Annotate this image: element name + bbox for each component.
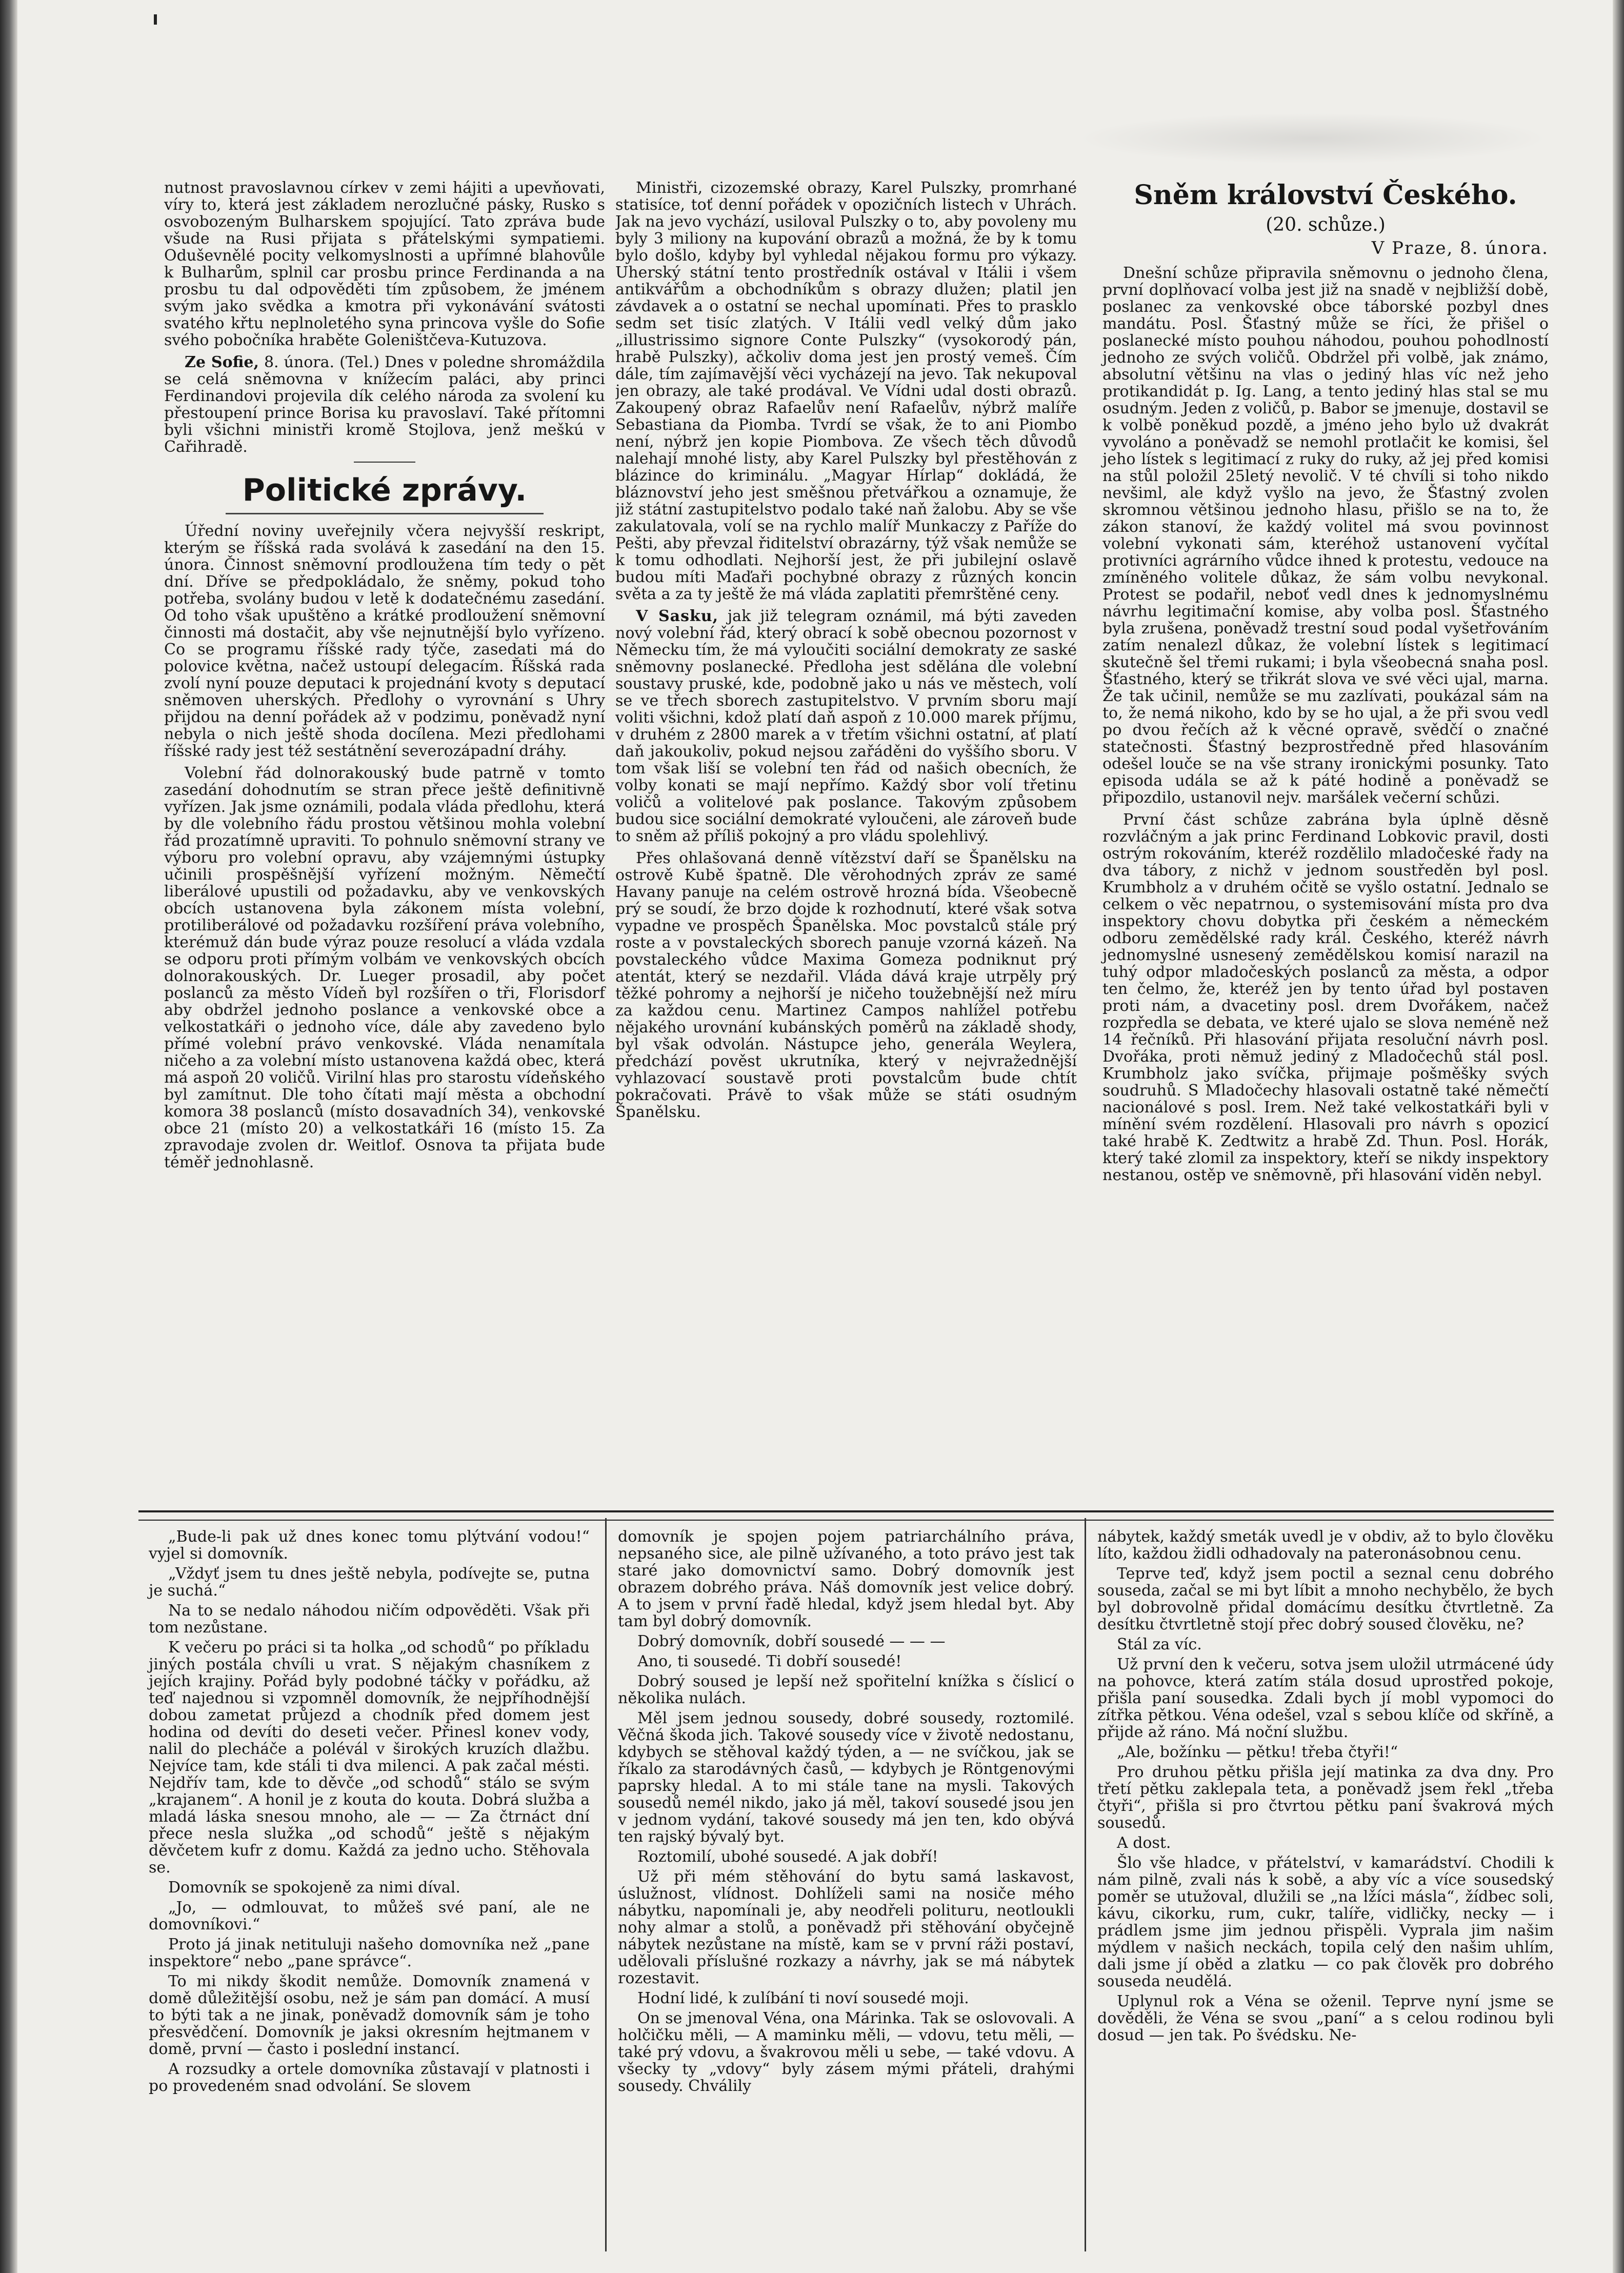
article-snem-inspektori: První část schůze zabrána byla úplně děsně rozvláčným a jak princ Ferdinand Lobkovic pravil, dosti ostrým rokováním, kteréž rozdělilo mladočeské řady na dva tábory, z nichž v jednom soustředěn byl posl. Krumbholz a v druhém očitě se vyšlo ostatní. Jednalo se celkem o věc nepatrnou, o systemisování místa pro dva inspektory chovu dobytka při českém a německém odboru zemědělské rady král. Českého, kteréž návrh jednomyslné usnesený zemědělskou komisí narazil na tuhý odpor mladočeských poslanců za města, a odpor ten čelmo, že, kteréž jen by tento úřad byl postaven proti nám, a dvacetiny posl. drem Dvořákem, načež rozpředla se debata, ve které ujalo se slova neméně než 14 řečníků. Při hlasování přijata resoluční návrh posl. Dvořáka, proti němuž jediný z Mladočechů stál posl. Krumbholz jako svíčka, přijmaje pošměšky svých soudruhů. S Mladočechy hlasovali ostatně také němečtí nacionálové s posl. Irem. Než také velkostatkáři byli v mínění svém rozdělení. Hlasovali pro návrh s opozicí také hrabě K. Zedtwitz a hrabě Zd. Thun. Posl. Horák, který také zlomil za inspektory, kteří se nikdy inspektory nestanou, ostěp ve sněmovně, při hlasování viděn nebyl. xyxy=(1102,811,1549,1184)
feuilleton-paragraph: Ano, ti sousedé. Ti dobří sousedé! xyxy=(637,1652,902,1670)
article-russia-continuation: nutnost pravoslavnou církev v zemi hájiti a upevňovati, víry to, která jest základem nerozlučné pásky, Rusko s osvobozeným Bulharskem spojující. Tato zpráva bude všude na Rusi přijata s přátelskými sympatiemi. Oduševnělé pocity velkomyslnosti a upřímné blahovůle k Bulharům, splnil car prosbu prince Ferdinanda a na prosbu tu dal odpověděti tím způsobem, že jménem svým jako svědka a kmotra při vykonávání svátosti svatého křtu neplnoletého syna princova vyšle do Sofie svého pobočníka hraběte Goleništčeva-Kutuzova. xyxy=(164,179,605,349)
feuilleton-paragraph: Roztomilí, ubohé sousedé. A jak dobří! xyxy=(637,1848,938,1866)
separator-rule xyxy=(354,462,415,463)
feuilleton-paragraph: To mi nikdy škodit nemůže. Domovník znamená v domě důležitější osobu, než je sám pan domácí. A musí to býti tak a ne jinak, poněvadž domovník sám je toho přesvědčení. Domovník je jaksi okresním hejtmanem v domě, první — často i poslední instancí. xyxy=(149,1972,590,2058)
feuilleton-separator xyxy=(138,1510,1554,1521)
feuilleton-paragraph: Na to se nedalo náhodou ničím odpověděti. Však při tom nezůstane. xyxy=(149,1602,590,1637)
heading-underline xyxy=(226,513,544,514)
article-snem-stastny: Dnešní schůze připravila sněmovnu o jednoho člena, první doplňovací volba jest již na snadě v nejbližší době, poslanec za venkovské obce táborské pozbyl dnes mandátu. Posl. Šťastný může se říci, že přišel o poslanecké místo pouhou náhodou, pouhou pohodlností jednoho ze svých voličů. Obdržel při volbě, jak známo, absolutní většinu na vlas o jediný hlas víc než jeho protikandidát p. Ig. Lang, a tento jediný hlas stal se mu osudným. Jeden z voličů, p. Babor se jmenuje, dostavil se k volbě poněkud pozdě, a jméno jeho bylo už dvakrát vyvoláno a poněvadž se nemohl protlačit ke komisi, šel jeho lístek s legitimací z ruky do ruky, až jej před komisi na stůl položil 25letý nevolič. V té chvíli si toho nikdo nevšiml, ale když vyšlo na jevo, že Šťastný zvolen skromnou většinou jednoho hlasu, přišlo se na to, že zákon stanoví, že každý volitel má svou povinnost volební vykonati sám, kteréhož ustanovení vyčítal protivníci agrárního vůdce ihned k protestu, vedouce na zmíněného volitele důkaz, že sám volbu nevykonal. Protest se podařil, neboť vedl dnes k jednomyslnému návrhu legitimační komise, aby volba posl. Šťastného byla zrušena, poněvadž trestní soud podal vyšetřováním zatím nenalezl důkaz, že volební lístek s legitimací skutečně šel třemi rukami; i byla všeobecná snaha posl. Šťastného, který se třikrát slova ve své věci ujal, marna. Že tak učinil, nemůže se mu zazlívati, poukázal sám na to, že nemá nikoho, kdo by se ho ujal, a že při svou vedl po dvou řečích až k věcné opravě, svědčí o značné statečnosti. Šťastný bezprostředně před hlasováním odešel louče se na vše strany ironickými posunky. Tato episoda udála se až k páté hodině a poněvadž se připozdilo, ustanovil nejv. maršálek večerní schůzi. xyxy=(1102,264,1549,807)
article-sofia xyxy=(164,354,605,455)
feuilleton-paragraph: Šlo vše hladce, v přátelství, v kamarádství. Chodili k nám pilně, zvali nás k sobě, a aby víc a více sousedský poměr se utužoval, dlužili se „na lžíci másla“, žídbec soli, kávu, cikorku, rum, cukr, talíře, vidličky, necky — i prádlem jsme jim jednou přispěli. Vyprala jim našim mýdlem v našich neckách, topila celý den našim uhlím, dali jsme jí oběd a zlatku — co pak člověk pro dobrého souseda neudělá. xyxy=(1097,1854,1554,1990)
feuilleton-paragraph: On se jmenoval Véna, ona Márinka. Tak se oslovovali. A holčičku měli, — A maminku měli, — vdovu, tetu měli, — také prý vdovu, a švakrovou měli u sebe, — také vdovu. A všecky ty „vdovy“ byly zásem mými přáteli, drahými sousedy. Chválily xyxy=(618,2009,1074,2095)
feuilleton-paragraph: „Ale, božínku — pětku! třeba čtyři!“ xyxy=(1117,1743,1398,1761)
article-volebni-rad: Volební řád dolnorakouský bude patrně v tomto zasedání dohodnutím se stran přece ještě definitivně vyřízen. Jak jsme oznámili, podala vláda předlohu, která by dle volebního řádu prostou většinou mohla volební řád prozatímně upraviti. To pohnulo sněmovní strany ve výboru pro volební opravu, aby vzájemnými ústupky učinili prospěšnější vyřízení možným. Němečtí liberálové upustili od požadavku, aby ve venkovských obcích ustanovena byla zákonem místa volební, protiliberálové od požadavku rozšíření práva volebního, kterémuž dán bude výraz pouze resolucí a vláda vzdala se odporu proti přímým volbám ve venkovských obcích dolnorakouských. Dr. Lueger prosadil, aby počet poslanců za město Vídeň byl rozšířen o tři, Florisdorf aby obdržel jednoho poslance a venkovské obce a velkostatkáři o jednoho více, dále aby zavedeno bylo přímé volební právo venkovské. Vláda nenamítala ničeho a za volební místo ustanovena každá obec, která má aspoň 20 voličů. Virilní hlas pro starostu vídeňského byl zamítnut. Dle toho čítati mají města a obchodní komora 38 poslanců (místo dosavadních 34), venkovské obce 21 (místo 20) a velkostatkáři 16 (místo 15. Za zpravodaje zvolen dr. Weitlof. Osnova ta přijata bude téměř jednohlasně. xyxy=(164,764,605,1171)
column-divider xyxy=(605,1518,607,2251)
section-heading-snem: Sněm království Českého. xyxy=(1134,180,1517,211)
article-kuba: Přes ohlašovaná denně vítězství daří se Španělsku na ostrově Kubě špatně. Dle věrohodných zpráv ze samé Havany panuje na celém ostrově hrozná bída. Všeobecně prý se soudí, že brzo dojde k rozhodnutí, které však sotva vypadne ve prospěch Španělska. Moc povstalců stále prý roste a v povstaleckých sborech panuje vzorná kázeň. Na povstaleckého vůdce Maxima Gomeza podniknut prý atentát, který se nezdařil. Vláda dává kraje utrpěly prý těžké pohromy a nejhorší je ničeho toužebnější než míru za každou cenu. Martinez Campos nahlížel potřebu nějakého urovnání kubánských poměrů na základě shody, byl však odvolán. Nástupce jeho, generála Weylera, předchází pověst ukrutníka, který v nejvražednější vyhlazovací soustavě proti povstalcům bude chtít pokračovati. Právě to však může se státi osudným Španělsku. xyxy=(615,849,1077,1121)
feuilleton-paragraph: Měl jsem jednou sousedy, dobré sousedy, roztomilé. Věčná škoda jich. Takové sousedy více v životě nedostanu, kdybych se stěhoval každý týden, a — ne svíčkou, jak se říkalo za starodávných časů, — kdybych je Röntgenovými paprsky hledal. A to mi stále tane na mysli. Takových sousedů nemél nikdo, jako já měl, takoví sousedé jsou jen v jednom vydání, takové sousedy má jen ten, kdo obývá ten rajský bývalý byt. xyxy=(618,1709,1074,1846)
feuilleton-paragraph: Uplynul rok a Véna se oženil. Teprve nyní jsme se dověděli, že Véna se svou „paní“ a s celou rodinou byli dosud — jen tak. Po švédsku. Ne- xyxy=(1097,1992,1554,2044)
scan-left-edge xyxy=(0,0,17,2273)
article-rissska-rada: Úřední noviny uveřejnily včera nejvyšší reskript, kterým se říšská rada svolává k zasedání na den 15. února. Činnost sněmovní prodloužena tím tedy o pět dní. Dříve se předpokládalo, že sněmy, pokud toho potřeba, svolány budou v letě k dodatečnému zasedání. Od toho však upuštěno a krátké prodloužení sněmovní činnosti má dostačit, aby vše nejnutnější bylo vyřízeno. Co se programu říšské rady týče, zasedati má do polovice května, načež ustoupí delegacím. Říšská rada zvolí nyní pouze deputaci k projednání kvoty s deputací sněmoven uherských. Předlohy o vyrovnání s Uhry přijdou na denní pořádek až v podzimu, poněvadž nyní nebyla o nich ještě shoda docílena. Mezi předlohami říšské rady jest též sestátnění severozápadní dráhy. xyxy=(164,522,605,760)
feuilleton-paragraph: „Vždyť jsem tu dnes ještě nebyla, podívejte se, putna je suchá.“ xyxy=(149,1565,590,1600)
session-number: (20. schůze.) xyxy=(1266,214,1386,235)
feuilleton-paragraph: A dost. xyxy=(1117,1834,1171,1852)
dateline-sasko: V Sasku, xyxy=(636,607,719,625)
feuilleton-paragraph: Už při mém stěhování do bytu samá laskavost, úslužnost, vlídnost. Dohlíželi sami na nosiče mého nábytku, napomínali je, aby neodřeli polituru, neotloukli nohy almar a stolů, a poněvadž při stěhování obyčejně nábytek nezůstane na místě, kam se v první ráži postaví, udělovali příslušné rozkazy a návrhy, jak se má nábytek rozestavit. xyxy=(618,1868,1074,1987)
feuilleton-paragraph: Hodní lidé, k zulíbání ti noví sousedé moji. xyxy=(637,1989,969,2007)
article-sasko xyxy=(615,608,1077,845)
column-right xyxy=(1102,180,1549,1189)
feuilleton-paragraph: Pro druhou pětku přišla její matinka za dva dny. Pro třetí pětku zaklepala teta, a poněvadž jsem řekl „třeba čtyři“, přišla si pro čtvrtou pětku paní švakrová mých sousedů. xyxy=(1097,1763,1554,1832)
feuilleton-column-3 xyxy=(1097,1528,1554,2047)
dateline-sofia: Ze Sofie, xyxy=(185,353,259,371)
feuilleton-paragraph: Dobrý domovník, dobří sousedé — — — xyxy=(637,1632,946,1650)
article-sasko-text: jak již telegram oznámil, má býti zaveden nový volební řád, který obrací k sobě obecnou pozornost v Německu tím, že má vyloučiti sociální demokraty ze saské sněmovny poslanecké. Předloha jest sdělána dle volební soustavy pruské, kde, podobně jako u nás ve městech, volí se ve třech sborech zastupitelstvo. V prvním sboru mají voliti všichni, kdož platí daň aspoň z 10.000 marek příjmu, v druhém z 2800 marek a v třetím všichni ostatní, ať platí daň jakoukoliv, pokud nejsou zařáděni do vyššího sboru. V tom však liší se volební ten řád od našich obecních, že volby konati se mají nepřímo. Každý sbor volí třetinu voličů a volitelové pak poslance. Takovým způsobem budou sice sociální demokraté vyloučeni, ale zároveň bude to sněm až příliš pokojný a pro vládu spolehlivý. xyxy=(615,607,1077,845)
feuilleton-paragraph: Domovník se spokojeně za nimi díval. xyxy=(168,1879,460,1897)
feuilleton-paragraph: nábytek, každý smeták uvedl je v obdiv, až to bylo člověku líto, každou židli odhadovaly na pateronásobnou cenu. xyxy=(1097,1528,1554,1563)
section-heading-politicke-zpravy: Politické zprávy. xyxy=(242,472,527,508)
article-pulszky: Ministři, cizozemské obrazy, Karel Pulszky, promrhané statisíce, toť denní pořádek v opozičních listech v Uhrách. Jak na jevo vychází, usiloval Pulszky o to, aby povoleny mu byly 3 miliony na kupování obrazů a možná, že by k tomu bylo došlo, kdyby byl vyhledal nějakou formu pro výkazy. Uherský státní tento prostředník ostával v Itálii i všem antikvářům a obchodníkům s obrazy dlužen; platil jen závdavek a o ostatní se nechal upomínati. Přes to prasklo sedm set tisíc zlatých. V Itálii vedl velký dům jako „illustrissimo signore Conte Pulszky“ (vysokorodý pán, hrabě Pulszky), ačkoliv doma jest jen prostý vemeš. Čím dále, tím zajímavější věci vycházejí na jevo. Tak nekupoval jen obrazy, ale také prodával. Ve Vídni udal dosti obrazů. Zakoupený obraz Rafaelův není Rafaelův, nýbrž malíře Sebastiana da Piomba. Tvrdí se však, že to ani Piombo není, nýbrž jen kopie Piombova. Ze všech těch důvodů nalehají mnohé listy, aby Karel Pulszky byl přestěhován z blázince do kriminálu. „Magyar Hírlap“ dokládá, že bláznovství jeho jest směšnou přetvářkou a oznamuje, že již státní zastupitelstvo podalo také naň žalobu. Aby se vše zakulatovala, volí se na rychlo malíř Munkaczy z Paříže do Pešti, aby převzal řiditelství obrazárny, týž však nemůže se k tomu odhodlati. Nejhorší jest, že při jubilejní oslavě budou míti Maďaři pochybné obrazy z různých koncin světa a za ty ještě že má vláda zaplatiti přemrštěné ceny. xyxy=(615,180,1077,603)
feuilleton-paragraph: A rozsudky a ortele domovníka zůstavají v platnosti i po provedeném snad odvolání. Se slovem xyxy=(149,2060,590,2095)
feuilleton-paragraph: domovník je spojen pojem patriarchálního práva, nepsaného sice, ale pilně užívaného, a toto právo jest tak staré jako domovnictví samo. Dobrý domovník jest obrazem dobrého práva. Náš domovník jest velice dobrý. A to jsem v první řadě hledal, když jsem hledal byt. Aby tam byl dobrý domovník. xyxy=(618,1528,1074,1630)
feuilleton-paragraph: K večeru po práci si ta holka „od schodů“ po příkladu jiných postála chvíli u vrat. S nějakým chasníkem z jejích krajiny. Pořád byly podobné táčky v pořádku, až teď najednou si vzpomněl domovník, že nejpříhodnější dobou zametat průjezd a chodník před domem jest hodina od devíti do deseti večer. Přinesl konev vody, nalil do plecháče a polévál v širokých kruzích dlažbu. Nejvíce tam, kde stáli ti dva milenci. A pak začal mésti. Nejdřív tam, kde to děvče „od schodů“ stálo se svým „krajanem“. A honil je z kouta do kouta. Dobrá služba a mladá láska snesou mnoho, ale — — Za čtrnáct dní přece nesla služka „od schodů“ ještě s nějakým děvčetem kufr z domu. Každá za jedno ucho. Stěhovala se. xyxy=(149,1639,590,1877)
column-divider xyxy=(1085,1518,1086,2251)
feuilleton-column-1 xyxy=(149,1528,590,2098)
feuilleton-paragraph: Stál za víc. xyxy=(1117,1636,1202,1653)
scan-speck xyxy=(154,14,157,25)
feuilleton-paragraph: Teprve teď, když jsem poctil a seznal cenu dobrého souseda, začal se mi byt líbit a mnoho nechybělo, že bych byl dobrovolně přidal domácímu desítku čtvrtletně. Za desítku čtvrtletně stojí přec dobrý soused člověku, ne? xyxy=(1097,1565,1554,1633)
feuilleton-paragraph: Dobrý soused je lepší než spořitelní knížka s číslicí o několika nulách. xyxy=(618,1672,1074,1707)
column-middle xyxy=(615,180,1077,1487)
bleed-through-smudge xyxy=(1077,113,1549,164)
feuilleton-paragraph: „Bude-li pak už dnes konec tomu plýtvání vodou!“ vyjel si domovník. xyxy=(149,1528,590,1563)
article-sofia-text: 8. února. (Tel.) Dnes v poledne shromáždila se celá sněmovna v knížecím paláci, aby princi Ferdinandovi projevila dík celého národa za svolení ku přestoupení prince Borisa ku pravoslaví. Také přítomni byli všichni ministři kromě Stojlova, jenž meškú v Cařihradě. xyxy=(164,353,605,456)
feuilleton-paragraph: „Jo, — odmlouvat, to můžeš své paní, ale ne domovníkovi.“ xyxy=(149,1899,590,1933)
feuilleton-paragraph: Už první den k večeru, sotva jsem uložil utrmácené údy na pohovce, která zatím stála dosud uprostřed pokoje, přišla paní sousedka. Zdali bych jí mobl vypomoci do zítřka pětkou. Véna odešel, vzal s sebou klíče od skříně, a přijde až ráno. Má noční službu. xyxy=(1097,1656,1554,1741)
feuilleton-column-2 xyxy=(618,1528,1074,2098)
feuilleton-paragraph: Proto já jinak netituluji našeho domovníka než „pane inspektore“ nebo „pane správce“. xyxy=(149,1936,590,1970)
scan-right-edge xyxy=(1613,0,1624,2273)
column-left xyxy=(164,180,605,1176)
dateline-praha: V Praze, 8. února. xyxy=(1371,238,1549,258)
